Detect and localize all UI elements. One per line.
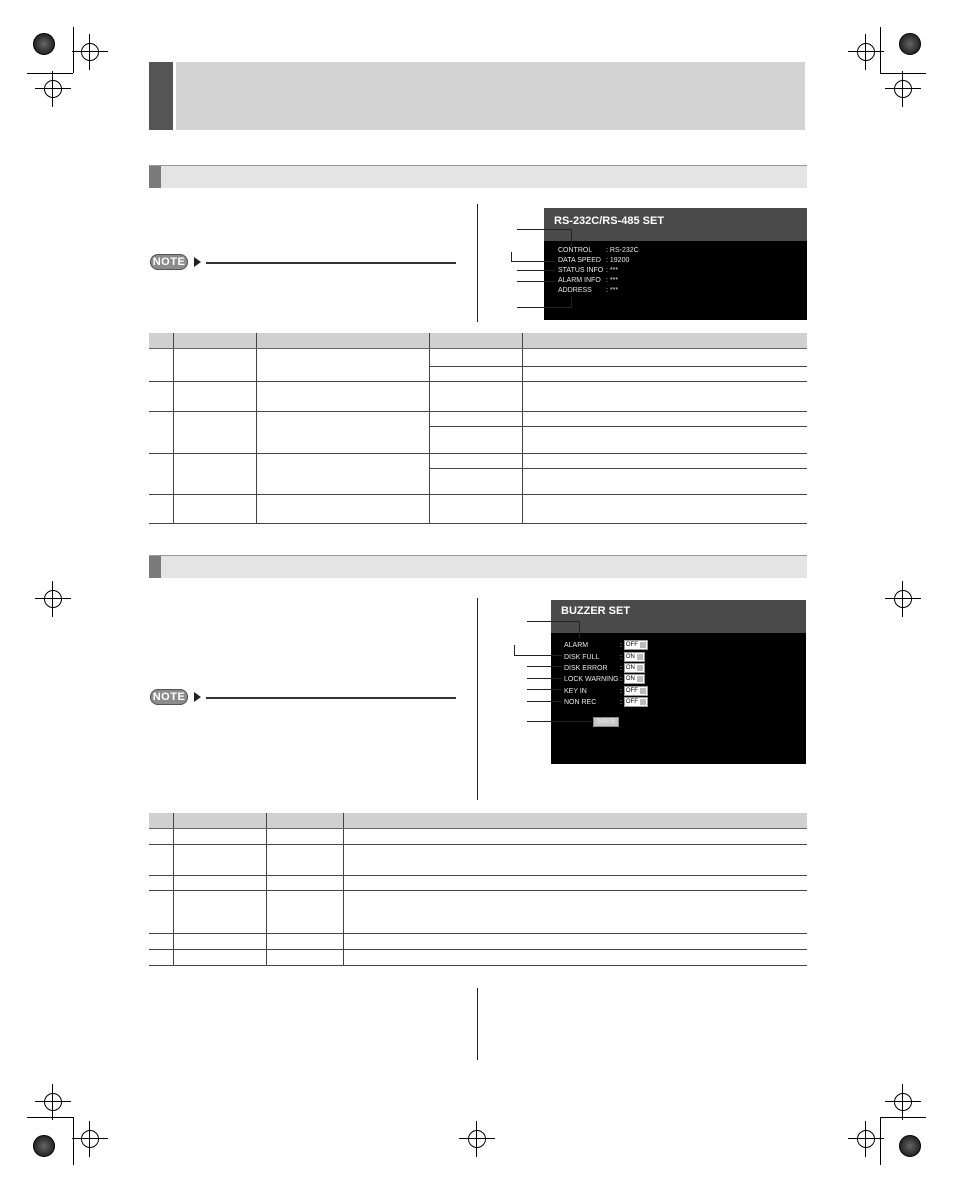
rs232-settings-screen xyxy=(544,208,807,320)
callout-line xyxy=(511,252,512,261)
save-button[interactable]: SAVE xyxy=(593,717,619,727)
setting-row-status-info: STATUS INFO : *** xyxy=(558,267,619,274)
key-in-select[interactable]: OFF xyxy=(624,686,648,696)
color-target-top-left xyxy=(33,33,55,55)
callout-line xyxy=(579,621,580,639)
chevron-down-icon xyxy=(640,642,646,648)
column-divider xyxy=(477,988,478,1060)
registration-mark-icon xyxy=(894,590,912,608)
callout-line xyxy=(514,645,515,655)
crop-mark xyxy=(880,27,881,73)
callout-line xyxy=(517,307,572,308)
play-arrow-icon xyxy=(194,692,201,702)
disk-error-select[interactable]: ON xyxy=(624,663,645,673)
registration-mark-icon xyxy=(894,80,912,98)
table-row xyxy=(149,828,807,844)
registration-mark-icon xyxy=(857,43,875,61)
registration-mark-icon xyxy=(44,590,62,608)
table-row xyxy=(149,348,807,366)
play-arrow-icon xyxy=(194,257,201,267)
crop-mark xyxy=(880,1117,881,1165)
color-target-top-right xyxy=(899,33,921,55)
callout-line xyxy=(527,689,562,690)
callout-line xyxy=(527,621,580,622)
callout-line xyxy=(571,296,572,308)
section-bar-buzzer xyxy=(149,555,807,578)
color-target-bottom-right xyxy=(899,1135,921,1157)
crop-mark xyxy=(73,1117,74,1165)
callout-line xyxy=(517,270,555,271)
setting-row-address: ADDRESS : *** xyxy=(558,287,619,294)
note-label: NOTE xyxy=(150,254,188,270)
chevron-down-icon xyxy=(637,654,643,660)
callout-line xyxy=(527,666,562,667)
buzzer-settings-screen xyxy=(551,600,806,764)
table-row xyxy=(149,844,807,875)
chevron-down-icon xyxy=(637,665,643,671)
callout-line xyxy=(527,678,562,679)
callout-line xyxy=(527,701,562,702)
callout-line xyxy=(514,655,562,656)
callout-line xyxy=(517,229,572,230)
table-row xyxy=(149,875,807,890)
screen-title: RS-232C/RS-485 SET xyxy=(544,208,807,241)
table-row xyxy=(149,494,807,523)
table-row xyxy=(149,890,807,933)
table-row xyxy=(149,381,807,411)
page-header-band xyxy=(176,62,805,130)
color-target-bottom-left xyxy=(33,1135,55,1157)
buzzer-settings-table xyxy=(149,813,807,966)
registration-mark-icon xyxy=(44,1093,62,1111)
buzzer-row-alarm: ALARM : OFF xyxy=(564,640,648,650)
rs232-settings-table xyxy=(149,333,807,524)
setting-row-control: CONTROL : RS-232C xyxy=(558,247,639,254)
registration-mark-icon xyxy=(81,43,99,61)
table-row xyxy=(149,949,807,965)
column-divider xyxy=(477,204,478,322)
section-bar-rs232 xyxy=(149,165,807,188)
table-header-row xyxy=(149,813,807,828)
crop-mark xyxy=(27,73,73,74)
registration-mark-icon xyxy=(44,80,62,98)
crop-mark xyxy=(27,1117,73,1118)
non-rec-select[interactable]: OFF xyxy=(624,697,648,707)
table-row xyxy=(149,933,807,949)
screen-title: BUZZER SET xyxy=(551,600,806,633)
registration-mark-icon xyxy=(894,1093,912,1111)
lock-warning-select[interactable]: ON xyxy=(624,674,645,684)
callout-line xyxy=(527,721,592,722)
registration-mark-icon xyxy=(468,1130,486,1148)
note-badge xyxy=(150,254,456,270)
buzzer-row-lock-warning: LOCK WARNING: ON xyxy=(564,674,645,684)
disk-full-select[interactable]: ON xyxy=(624,652,645,662)
callout-line xyxy=(511,261,555,262)
column-divider xyxy=(477,598,478,800)
table-row xyxy=(149,453,807,468)
crop-mark xyxy=(880,1117,926,1118)
crop-mark xyxy=(73,27,74,73)
note-badge xyxy=(150,689,456,705)
alarm-select[interactable]: OFF xyxy=(624,640,648,650)
buzzer-row-disk-error: DISK ERROR : ON xyxy=(564,663,645,673)
note-label: NOTE xyxy=(150,689,188,705)
buzzer-row-disk-full: DISK FULL : ON xyxy=(564,652,645,662)
setting-row-data-speed: DATA SPEED : 19200 xyxy=(558,257,630,264)
chapter-tab xyxy=(149,62,173,130)
chevron-down-icon xyxy=(640,699,646,705)
registration-mark-icon xyxy=(857,1130,875,1148)
chevron-down-icon xyxy=(637,676,643,682)
callout-line xyxy=(571,229,572,247)
buzzer-row-non-rec: NON REC : OFF xyxy=(564,697,648,707)
registration-mark-icon xyxy=(81,1130,99,1148)
crop-mark xyxy=(880,73,926,74)
callout-line xyxy=(517,281,555,282)
chevron-down-icon xyxy=(640,688,646,694)
setting-row-alarm-info: ALARM INFO : *** xyxy=(558,277,619,284)
table-row xyxy=(149,411,807,426)
table-header-row xyxy=(149,333,807,348)
buzzer-row-key-in: KEY IN : OFF xyxy=(564,686,648,696)
